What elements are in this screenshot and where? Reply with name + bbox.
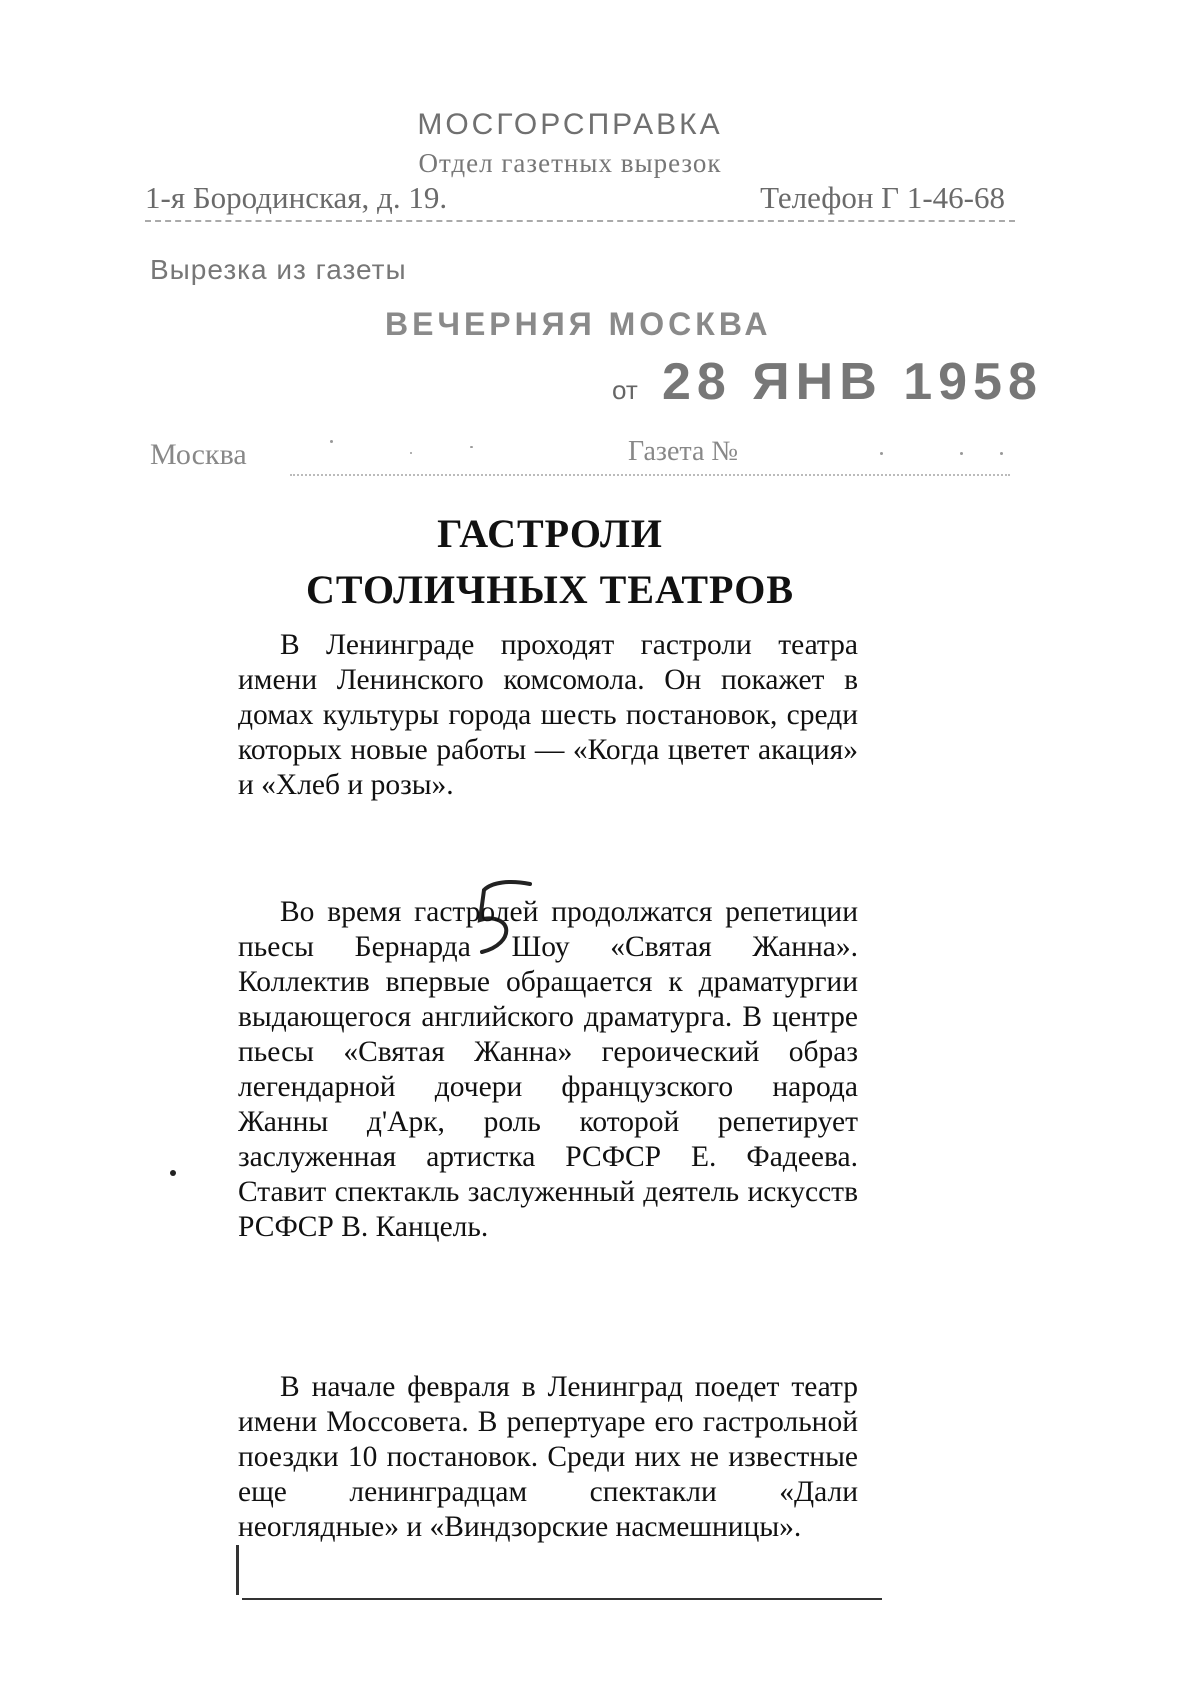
ink-speck xyxy=(330,440,333,443)
ink-speck xyxy=(410,452,412,454)
article-title-line-2: СТОЛИЧНЫХ ТЕАТРОВ xyxy=(305,567,795,612)
clip-bottom-edge xyxy=(242,1598,882,1600)
stamp-dotted-line xyxy=(290,474,1010,476)
article-title xyxy=(250,506,850,618)
date-stamp: 28 ЯНВ 1958 xyxy=(662,353,1043,411)
newspaper-name: ВЕЧЕРНЯЯ МОСКВА xyxy=(385,306,772,342)
margin-dot xyxy=(170,1170,176,1176)
date-prefix: от xyxy=(612,375,638,405)
ink-speck xyxy=(880,452,883,455)
clip-source-label: Вырезка из газеты xyxy=(150,254,407,285)
article-paragraph-1: В Ленинграде проходят гастроли театра имени Ленинского комсомола. Он покажет в домах культуры города шесть постановок, среди которых новые работы — «Когда цветет акация» и «Хлеб и розы». xyxy=(238,629,858,801)
article-paragraph-3: В начале февраля в Ленинград поедет театр имени Моссовета. В репертуаре его гастрольной поездки 10 постановок. Среди них не известные еще ленинградцам спектакли «Дали неоглядные» и «Виндзорские насмешницы». xyxy=(238,1371,858,1543)
clip-edge-mark xyxy=(236,1545,239,1595)
stamp-address: 1-я Бородинская, д. 19. xyxy=(145,180,448,215)
stamp-city: Москва xyxy=(150,438,247,471)
ink-speck xyxy=(1000,452,1003,455)
article-paragraph-2: Во время гастролей продолжатся репетиции пьесы Бернарда Шоу «Святая Жанна». Коллектив впервые обращается к драматургии выдающегося английского драматурга. В центре пьесы «Святая Жанна» героический образ легендарной дочери французского народа Жанны д'Арк, роль которой репетирует заслуженная артистка РСФСР Е. Фадеева. Ставит спектакль заслуженный деятель искусств РСФСР В. Канцель. xyxy=(238,896,858,1243)
stamp-issue-label: Газета № xyxy=(628,436,739,467)
stamp-org-name: МОСГОРСПРАВКА xyxy=(417,108,723,141)
ink-speck xyxy=(960,452,963,455)
stamp-department: Отдел газетных вырезок xyxy=(418,148,722,178)
stamp-phone: Телефон Г 1-46-68 xyxy=(760,180,1005,215)
ink-speck xyxy=(470,446,473,448)
article-title-line-1: ГАСТРОЛИ xyxy=(437,511,663,556)
stamp-address-line xyxy=(145,180,1015,222)
